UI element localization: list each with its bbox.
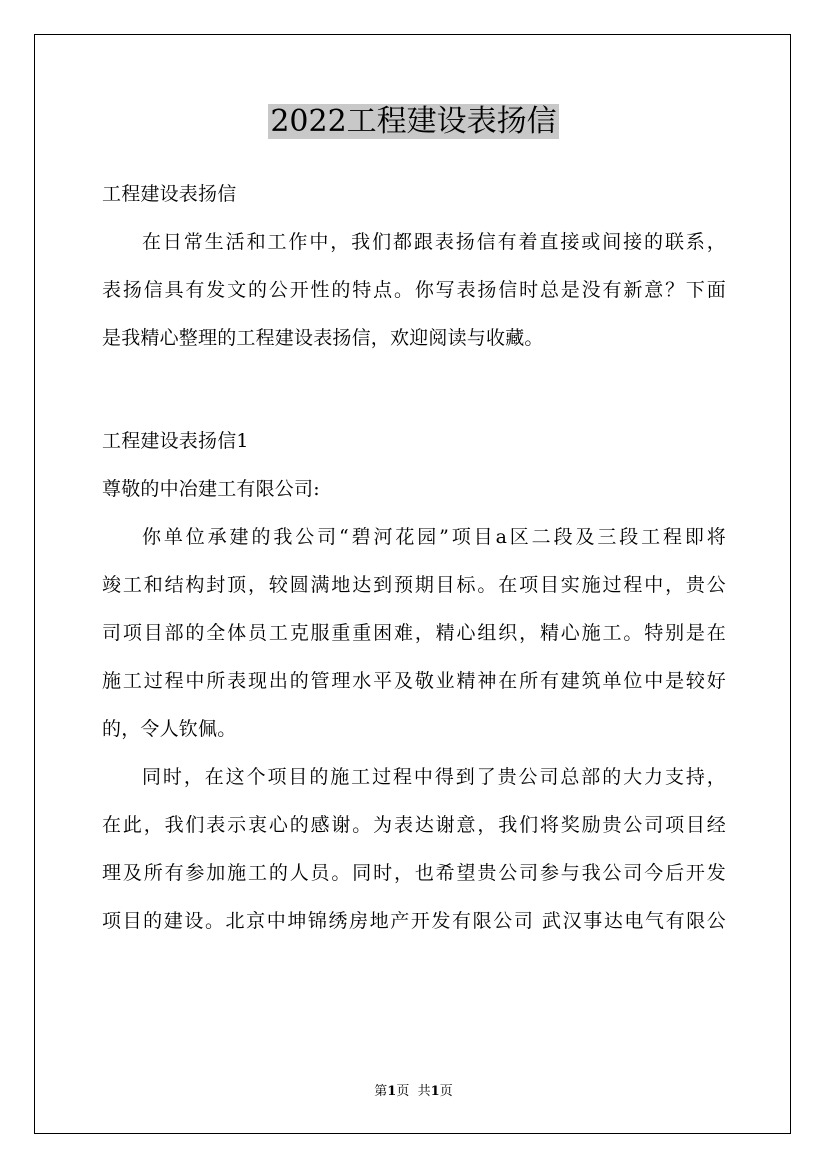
para2-line-3: 理及所有参加施工的人员。同时，也希望贵公司参与我公司今后开发 — [102, 862, 726, 884]
document-title — [0, 100, 827, 144]
para1-line-4: 施工过程中所表现出的管理水平及敬业精神在所有建筑单位中是较好 — [102, 670, 726, 692]
intro-heading: 工程建设表扬信 — [102, 183, 237, 205]
para1-line-1: 你单位承建的我公司“碧河花园”项目a区二段及三段工程即将 — [142, 526, 726, 548]
document-body — [102, 170, 726, 945]
total-pages: 1 — [430, 1084, 440, 1099]
page-prefix: 第 — [374, 1084, 388, 1099]
para2-line-2: 在此，我们表示衷心的感谢。为表达谢意，我们将奖励贵公司项目经 — [102, 814, 726, 836]
para1-line-2: 竣工和结构封顶，较圆满地达到预期目标。在项目实施过程中，贵公 — [102, 574, 726, 596]
para1-line-5: 的，令人钦佩。 — [102, 718, 237, 740]
page-footer — [0, 1082, 827, 1102]
document-title-text: 2022工程建设表扬信 — [270, 104, 557, 139]
page-suffix: 页 — [396, 1084, 410, 1099]
intro-line-2: 表扬信具有发文的公开性的特点。你写表扬信时总是没有新意？下面 — [102, 279, 726, 301]
paragraph-gap — [102, 362, 726, 417]
para2-line-4: 项目的建设。北京中坤锦绣房地产开发有限公司 武汉事达电气有限公 — [102, 910, 726, 932]
para2-line-1: 同时，在这个项目的施工过程中得到了贵公司总部的大力支持， — [142, 766, 726, 788]
letter-heading: 工程建设表扬信1 — [102, 430, 249, 452]
page-number: 1 — [387, 1084, 397, 1099]
para1-line-3: 司项目部的全体员工克服重重困难，精心组织，精心施工。特别是在 — [102, 622, 726, 644]
intro-line-3: 是我精心整理的工程建设表扬信，欢迎阅读与收藏。 — [102, 327, 544, 349]
salutation: 尊敬的中冶建工有限公司: — [102, 478, 320, 500]
total-suffix: 页 — [439, 1084, 453, 1099]
total-prefix: 共 — [417, 1084, 431, 1099]
intro-line-1: 在日常生活和工作中，我们都跟表扬信有着直接或间接的联系， — [142, 231, 726, 253]
